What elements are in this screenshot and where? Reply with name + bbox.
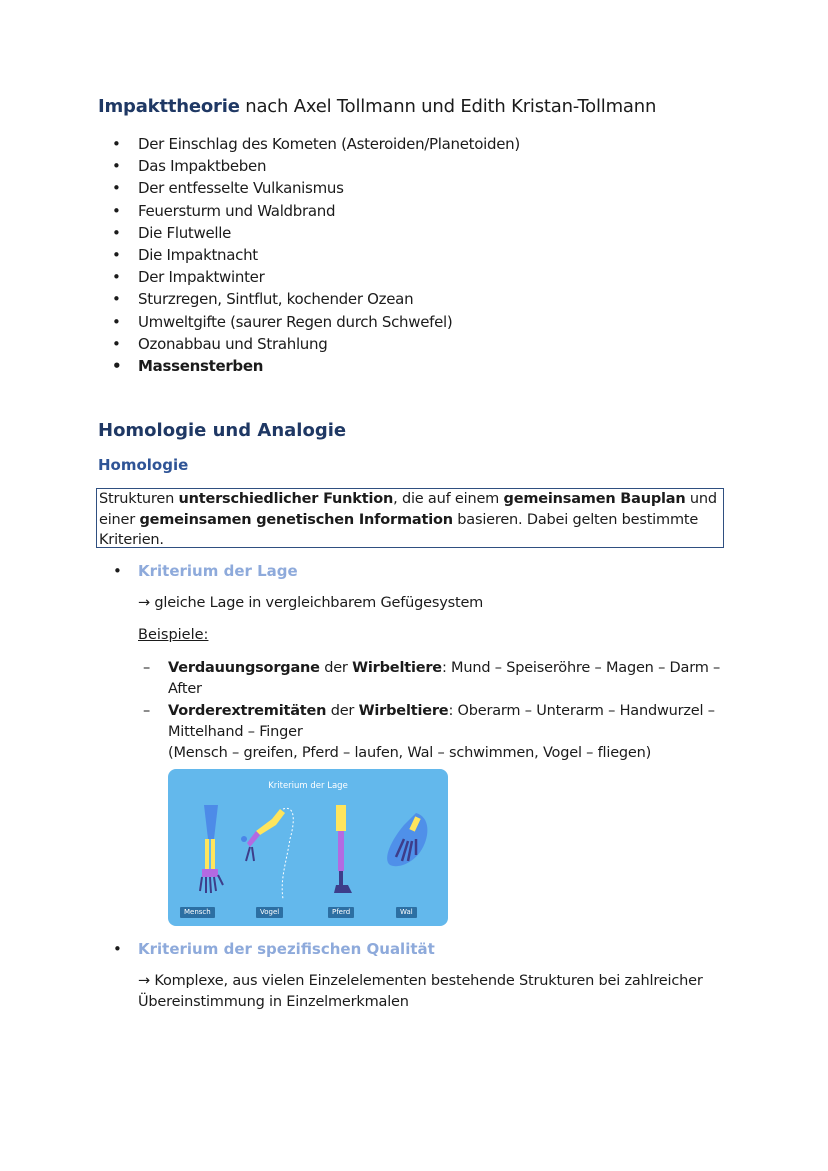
forelimb-figure <box>168 769 448 926</box>
bird-wing-icon <box>241 808 293 899</box>
impact-list <box>112 133 520 377</box>
list-item: • Feuersturm und Waldbrand <box>112 200 520 222</box>
list-item: • Massensterben <box>112 355 520 377</box>
criterion-bullet: • <box>113 940 122 958</box>
list-item: • Die Flutwelle <box>112 222 520 244</box>
list-item: • Die Impaktnacht <box>112 244 520 266</box>
example-forelimbs-functions: (Mensch – greifen, Pferd – laufen, Wal – schwimmen, Vogel – fliegen) <box>168 745 652 761</box>
example-bold: Wirbeltiere <box>358 703 449 719</box>
impact-heading-rest: nach Axel Tollmann und Edith Kristan-Tollmann <box>239 96 657 117</box>
example-text: der <box>326 703 359 719</box>
figure-title: Kriterium der Lage <box>268 781 348 791</box>
dash-marker: – <box>143 703 151 719</box>
list-item: • Der entfesselte Vulkanismus <box>112 177 520 199</box>
definition-text: basieren. Dabei gelten bestimmte <box>452 511 699 528</box>
definition-text: Strukturen <box>99 491 179 507</box>
figure-label-human: Mensch <box>180 907 215 918</box>
horse-leg-icon <box>334 805 352 893</box>
example-text: : Oberarm – Unterarm – Handwurzel – <box>448 703 715 719</box>
example-digestive-cont: After <box>168 681 202 697</box>
criterion-lage-title: Kriterium der Lage <box>138 562 298 580</box>
figure-label-bird: Vogel <box>256 907 283 918</box>
list-item: • Sturzregen, Sintflut, kochender Ozean <box>112 288 520 310</box>
example-bold: Vorderextremitäten <box>168 703 327 719</box>
example-text: der <box>319 660 353 676</box>
definition-box <box>96 488 724 548</box>
definition-text: , die auf einem <box>393 491 504 507</box>
criterion-quality-description: → Komplexe, aus vielen Einzelelementen bestehende Strukturen bei zahlreicher <box>138 973 703 989</box>
example-forelimbs <box>168 703 715 719</box>
figure-label-whale: Wal <box>396 907 417 918</box>
definition-text: einer <box>99 511 140 528</box>
list-item: • Der Impaktwinter <box>112 266 520 288</box>
example-digestive <box>168 660 720 676</box>
criterion-lage-description: → gleiche Lage in vergleichbarem Gefügesystem <box>138 595 484 611</box>
definition-bold: gemeinsamen genetischen Information <box>139 511 453 528</box>
criterion-quality-title: Kriterium der spezifischen Qualität <box>138 940 435 958</box>
section-heading: Homologie und Analogie <box>98 420 347 441</box>
definition-text: Kriterien. <box>99 532 164 548</box>
list-item: • Der Einschlag des Kometen (Asteroiden/Planetoiden) <box>112 133 520 155</box>
criterion-bullet: • <box>113 562 122 580</box>
definition-text: und <box>685 491 717 507</box>
impact-heading <box>98 96 656 117</box>
example-bold: Verdauungsorgane <box>168 660 320 676</box>
figure-label-horse: Pferd <box>328 907 354 918</box>
human-arm-icon <box>200 805 223 893</box>
example-forelimbs-cont: Mittelhand – Finger <box>168 724 303 740</box>
whale-flipper-icon <box>387 813 427 866</box>
criterion-quality-description-cont: Übereinstimmung in Einzelmerkmalen <box>138 994 409 1010</box>
example-text: : Mund – Speiseröhre – Magen – Darm – <box>441 660 721 676</box>
definition-bold: unterschiedlicher Funktion <box>178 491 394 507</box>
definition-bold: gemeinsamen Bauplan <box>503 491 686 507</box>
dash-marker: – <box>143 660 151 676</box>
subsection-heading: Homologie <box>98 456 189 474</box>
list-item: • Ozonabbau und Strahlung <box>112 333 520 355</box>
list-item: • Umweltgifte (saurer Regen durch Schwefel) <box>112 311 520 333</box>
example-bold: Wirbeltiere <box>352 660 442 676</box>
list-item: • Das Impaktbeben <box>112 155 520 177</box>
impact-heading-strong: Impakttheorie <box>98 96 240 117</box>
examples-label: Beispiele: <box>138 627 209 643</box>
forelimb-illustration <box>168 769 448 926</box>
